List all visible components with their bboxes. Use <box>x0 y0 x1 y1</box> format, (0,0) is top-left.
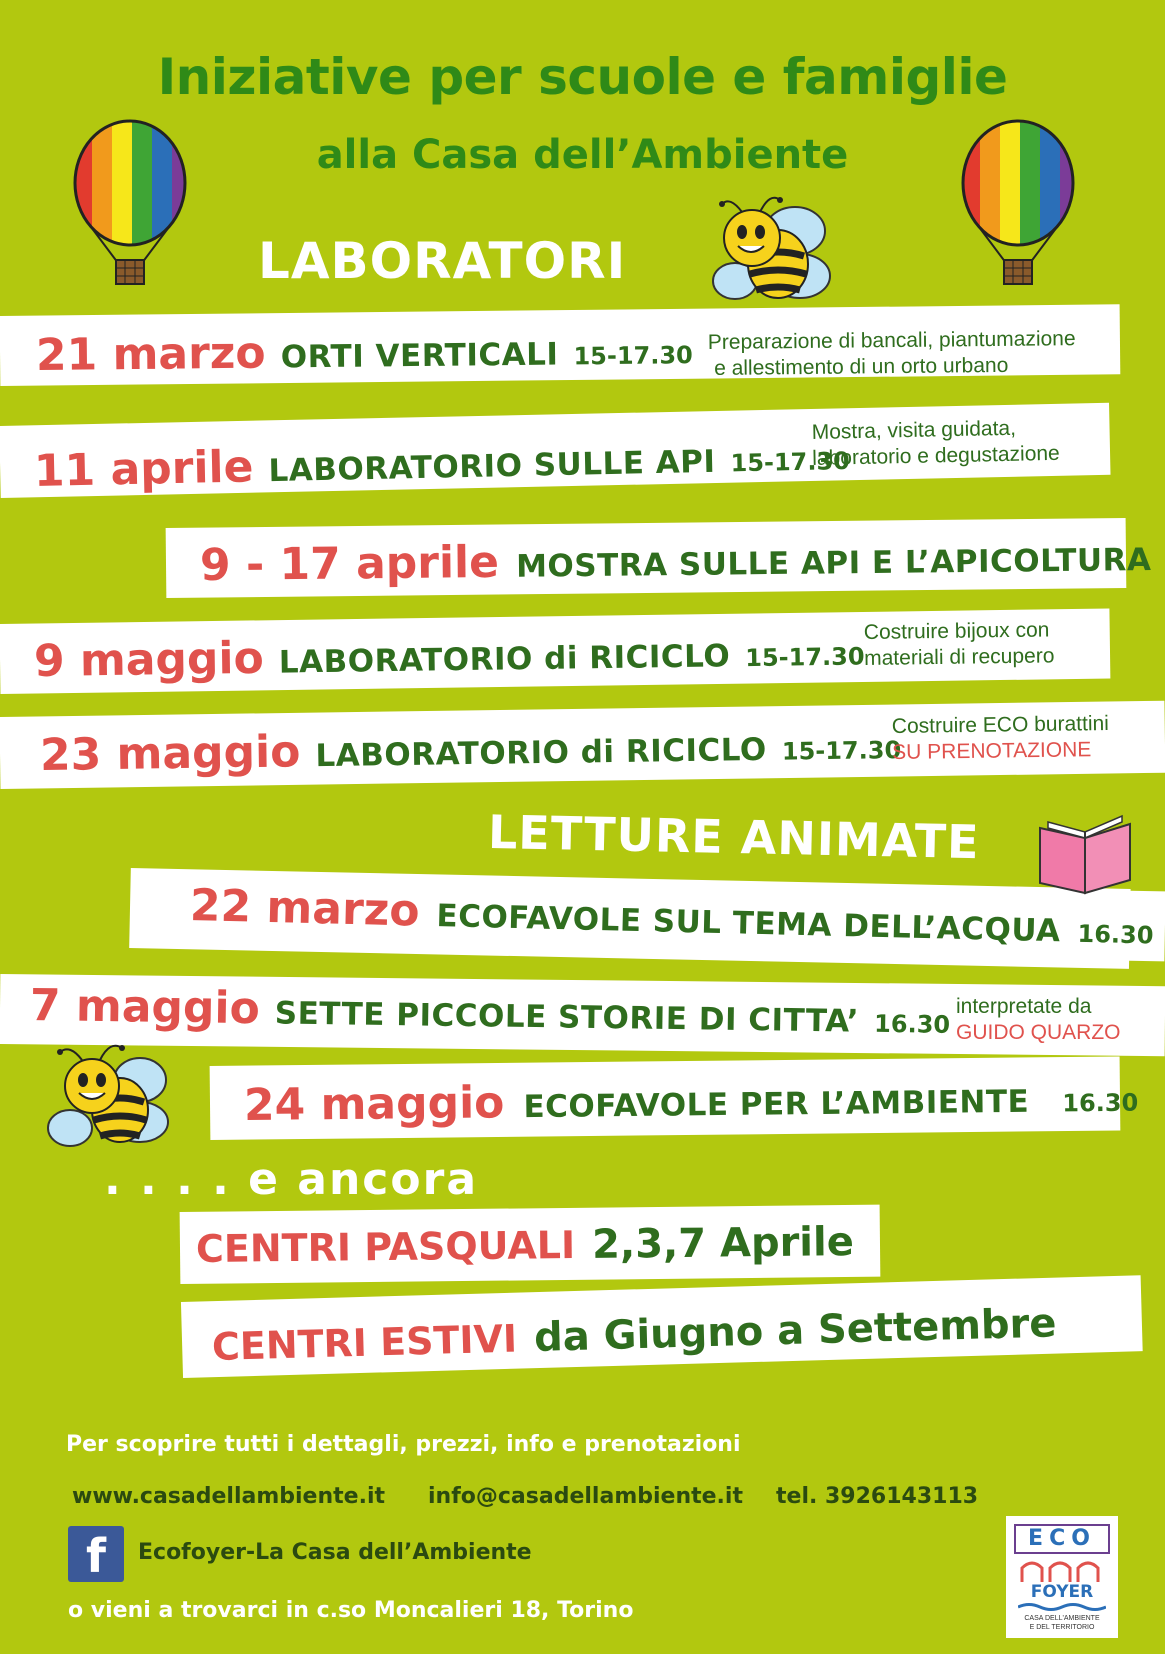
event-date: 22 marzo <box>189 880 421 937</box>
page-subtitle: alla Casa dell’Ambiente <box>316 132 849 178</box>
footer-intro: Per scoprire tutti i dettagli, prezzi, info e prenotazioni <box>66 1432 741 1457</box>
event-note: Preparazione di bancali, piantumazione e allestimento di un orto urbano <box>707 327 1076 380</box>
event-title: LABORATORIO di RICICLO <box>278 638 731 681</box>
event-title: ECOFAVOLE PER L’AMBIENTE <box>523 1083 1030 1126</box>
facebook-icon[interactable]: f <box>68 1526 124 1582</box>
event-note: Costruire ECO burattini SU PRENOTAZIONE <box>891 711 1110 764</box>
section-laboratori: LABORATORI <box>258 232 627 290</box>
event-time: 16.30 <box>873 1009 951 1039</box>
section-ancora: . . . . e ancora <box>104 1154 479 1205</box>
bee-icon <box>40 1030 180 1160</box>
extra-label: CENTRI ESTIVI <box>211 1316 518 1369</box>
section-letture: LETTURE ANIMATE <box>487 804 981 870</box>
event-date: 24 maggio <box>243 1077 505 1131</box>
event-date: 21 marzo <box>35 327 266 381</box>
event-time: 15-17.30 <box>730 446 851 478</box>
footer-website[interactable]: www.casadellambiente.it <box>72 1484 385 1509</box>
event-time: 15-17.30 <box>573 341 693 371</box>
event-date: 7 maggio <box>29 980 261 1035</box>
arches-icon <box>1018 1556 1106 1582</box>
event-row <box>200 530 1152 591</box>
hot-air-balloon-icon <box>70 118 190 298</box>
extra-detail: da Giugno a Settembre <box>533 1300 1058 1361</box>
event-date: 23 maggio <box>39 726 301 781</box>
footer-facebook[interactable]: Ecofoyer-La Casa dell’Ambiente <box>138 1540 532 1565</box>
page-title: Iniziative per scuole e famiglie <box>157 48 1008 106</box>
book-icon <box>1030 808 1140 898</box>
ecofoyer-logo: ECO FOYER CASA DELL'AMBIENTE E DEL TERRITORIO <box>1006 1516 1118 1638</box>
event-row <box>36 323 693 381</box>
event-title: LABORATORIO SULLE API <box>268 443 716 490</box>
event-title: SETTE PICCOLE STORIE DI CITTA’ <box>274 995 860 1040</box>
event-time: 16.30 <box>1077 919 1154 950</box>
wave-icon <box>1018 1602 1106 1612</box>
event-note: Mostra, visita guidata, laboratorio e degustazione <box>811 416 1060 470</box>
event-date: 11 aprile <box>33 441 254 497</box>
footer-email[interactable]: info@casadellambiente.it <box>428 1484 743 1509</box>
bee-icon <box>700 186 840 316</box>
event-date: 9 - 17 aprile <box>199 536 500 591</box>
extra-label: CENTRI PASQUALI <box>195 1223 576 1271</box>
event-note: interpretate da GUIDO QUARZO <box>956 995 1121 1044</box>
event-time: 15-17.30 <box>781 735 902 766</box>
event-title: ORTI VERTICALI <box>280 336 559 376</box>
event-title: MOSTRA SULLE API E L’APICOLTURA <box>515 542 1152 585</box>
extra-detail: 2,3,7 Aprile <box>591 1219 855 1268</box>
event-title: ECOFAVOLE SUL TEMA DELL’ACQUA <box>436 898 1061 950</box>
event-note: Costruire bijoux con materiali di recupero <box>863 618 1055 670</box>
footer-phone: tel. 3926143113 <box>776 1484 979 1509</box>
event-row <box>244 1071 1139 1131</box>
hot-air-balloon-icon <box>958 118 1078 298</box>
event-title: LABORATORIO di RICICLO <box>315 731 768 775</box>
event-time: 15-17.30 <box>745 642 865 673</box>
extra-row <box>196 1219 854 1272</box>
event-date: 9 maggio <box>33 632 265 687</box>
event-time: 16.30 <box>1062 1088 1139 1118</box>
footer-address: o vieni a trovarci in c.so Moncalieri 18, Torino <box>68 1598 634 1623</box>
